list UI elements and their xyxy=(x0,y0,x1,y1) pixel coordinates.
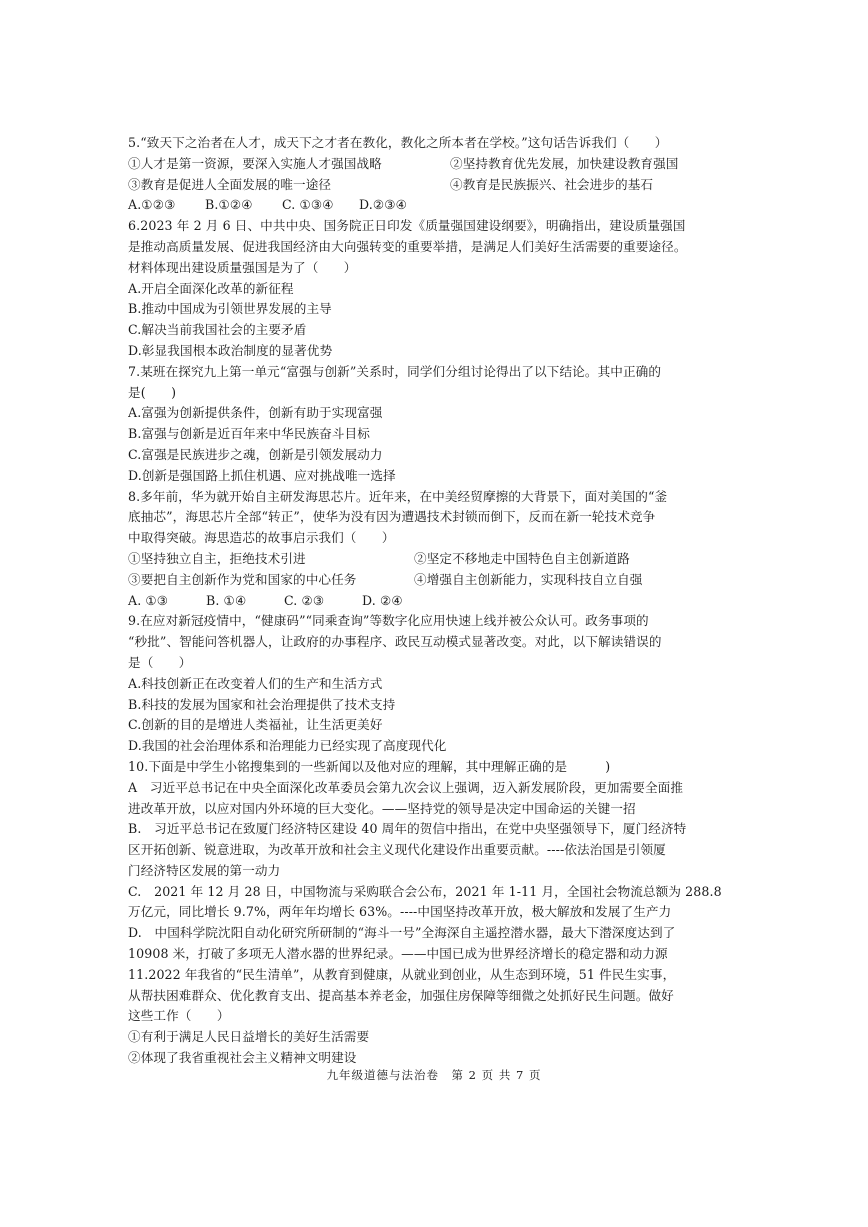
question-5-choices xyxy=(128,195,748,216)
question-10-choice-d-line-1: D. 中国科学院沈阳自动化研究所研制的“海斗一号”全海深自主遥控潜水器，最大下潜深度达到了 xyxy=(128,925,676,941)
question-7-stem-1: 7.某班在探究九上第一单元“富强与创新”关系时，同学们分组讨论得出了以下结论。其中正确的 xyxy=(128,363,662,379)
question-5-option-1: ①人才是第一资源，要深入实施人才强国战略 xyxy=(128,155,382,171)
question-10-choice-c-line-2: 万亿元，同比增长 9.7%，两年年均增长 63%。----中国坚持改革开放，极大解放和发展了生产力 xyxy=(128,904,672,920)
question-8-stem-2: 底抽芯”，海思芯片全部“转正”，使华为没有因为遭遇技术封锁而倒下，反而在新一轮技术竞争 xyxy=(128,509,656,525)
question-9-stem-1: 9.在应对新冠疫情中，“健康码”“同乘查询”等数字化应用快速上线并被公众认可。政务事项的 xyxy=(128,613,649,629)
question-6-choice-a: A.开启全面深化改革的新征程 xyxy=(128,280,294,296)
question-11-stem-3: 这些工作（ ） xyxy=(128,1008,230,1024)
question-6-choice-c: C.解决当前我国社会的主要矛盾 xyxy=(128,322,307,338)
question-9-stem-2: “秒批”、智能问答机器人，让政府的办事程序、政民互动模式显著改变。对此，以下解读错误的 xyxy=(128,634,662,650)
question-5-stem: 5.“致天下之治者在人才，成天下之才者在教化，教化之所本者在学校。”这句话告诉我们（ ） xyxy=(128,135,668,150)
question-5-option-4: ④教育是民族振兴、社会进步的基石 xyxy=(450,176,654,192)
question-8-stem-3: 中取得突破。海思造芯的故事启示我们（ ） xyxy=(128,530,395,546)
question-10-choice-a-line-1: A 习近平总书记在中央全面深化改革委员会第九次会议上强调，迈入新发展阶段，更加需要全面推 xyxy=(128,779,684,795)
question-9-choice-b: B.科技的发展为国家和社会治理提供了技术支持 xyxy=(128,696,396,712)
question-11-option-2: ②体现了我省重视社会主义精神文明建设 xyxy=(128,1050,357,1066)
question-6-choice-d: D.彰显我国根本政治制度的显著优势 xyxy=(128,342,333,358)
question-9-stem-3: 是（ ） xyxy=(128,654,192,670)
question-8-option-4: ④增强自主创新能力，实现科技自立自强 xyxy=(414,571,643,587)
question-9-choice-a: A.科技创新正在改变着人们的生产和生活方式 xyxy=(128,675,383,691)
question-10-stem: 10.下面是中学生小铭搜集到的一些新闻以及他对应的理解，其中理解正确的是 ) xyxy=(128,758,611,774)
question-9-choice-c: C.创新的目的是增进人类福祉，让生活更美好 xyxy=(128,717,383,733)
question-8-option-2: ②坚定不移地走中国特色自主创新道路 xyxy=(414,550,630,566)
question-10-choice-b-line-3: 门经济特区发展的第一动力 xyxy=(128,862,281,878)
question-5-option-2: ②坚持教育优先发展，加快建设教育强国 xyxy=(450,155,679,171)
question-9-choice-d: D.我国的社会治理体系和治理能力已经实现了高度现代化 xyxy=(128,738,447,754)
question-7-choice-b: B.富强与创新是近百年来中华民族奋斗目标 xyxy=(128,426,370,442)
question-10-choice-b-line-1: B. 习近平总书记在致厦门经济特区建设 40 周年的贺信中指出，在党中央坚强领导下，厦门经济特 xyxy=(128,821,687,837)
choice-a: A. ①③ xyxy=(128,592,169,608)
question-6-stem-3: 材料体现出建设质量强国是为了（ ） xyxy=(128,259,357,275)
choice-c: C. ②③ xyxy=(284,592,325,608)
question-8-choices xyxy=(128,591,748,612)
choice-b: B. ①④ xyxy=(206,592,247,608)
question-10-choice-d-line-2: 10908 米，打破了多项无人潜水器的世界纪录。——中国已成为世界经济增长的稳定器和动力源 xyxy=(128,946,668,962)
question-8-options-row-1 xyxy=(128,549,748,570)
choice-d: D.②③④ xyxy=(359,197,408,213)
question-6-choice-b: B.推动中国成为引领世界发展的主导 xyxy=(128,301,332,317)
question-10-choice-b-line-2: 区开拓创新、锐意进取，为改革开放和社会主义现代化建设作出重要贡献。----依法治国是引领厦 xyxy=(128,842,666,858)
question-7-choice-d: D.创新是强国路上抓住机遇、应对挑战唯一选择 xyxy=(128,467,396,483)
question-5-options-row-2 xyxy=(128,175,748,196)
question-8-option-1: ①坚持独立自主，拒绝技术引进 xyxy=(128,550,306,566)
question-5-option-3: ③教育是促进人全面发展的唯一途径 xyxy=(128,176,332,192)
question-11-stem-2: 从帮扶困难群众、优化教育支出、提高基本养老金，加强住房保障等细微之处抓好民生问题。做好 xyxy=(128,987,674,1003)
question-10-choice-c-line-1: C. 2021 年 12 月 28 日，中国物流与采购联合会公布，2021 年 1-11 月，全国社会物流总额为 288.8 xyxy=(128,883,722,899)
choice-a: A.①②③ xyxy=(128,197,176,213)
question-8-option-3: ③要把自主创新作为党和国家的中心任务 xyxy=(128,571,357,587)
choice-c: C. ①③④ xyxy=(282,197,334,213)
question-5-options-row-1 xyxy=(128,154,748,175)
question-11-stem-1: 11.2022 年我省的“民生清单”，从教育到健康，从就业到创业，从生态到环境，51 件民生实事， xyxy=(128,966,676,982)
question-8-stem-1: 8.多年前，华为就开始自主研发海思芯片。近年来，在中美经贸摩擦的大背景下，面对美国的“釜 xyxy=(128,488,668,504)
question-7-choice-c: C.富强是民族进步之魂，创新是引领发展动力 xyxy=(128,446,383,462)
question-6-stem-1: 6.2023 年 2 月 6 日、中共中央、国务院正日印发《质量强国建设纲要》，明确指出，建设质量强国 xyxy=(128,218,686,234)
choice-d: D. ②④ xyxy=(362,592,403,608)
question-7-choice-a: A.富强为创新提供条件，创新有助于实现富强 xyxy=(128,405,383,421)
question-6-stem-2: 是推动高质量发展、促进我国经济由大向强转变的重要举措，是满足人们美好生活需要的重要途径。 xyxy=(128,238,687,254)
question-8-options-row-2 xyxy=(128,570,748,591)
page-footer: 九年级道德与法治卷 第 2 页 共 7 页 xyxy=(326,1068,542,1082)
question-11-option-1: ①有利于满足人民日益增长的美好生活需要 xyxy=(128,1029,370,1045)
choice-b: B.①②④ xyxy=(205,197,253,213)
question-7-stem-2: 是( ) xyxy=(128,384,177,400)
exam-body xyxy=(128,133,748,1069)
question-10-choice-a-line-2: 进改革开放，以应对国内外环境的巨大变化。——坚持党的领导是决定中国命运的关键一招 xyxy=(128,800,636,816)
